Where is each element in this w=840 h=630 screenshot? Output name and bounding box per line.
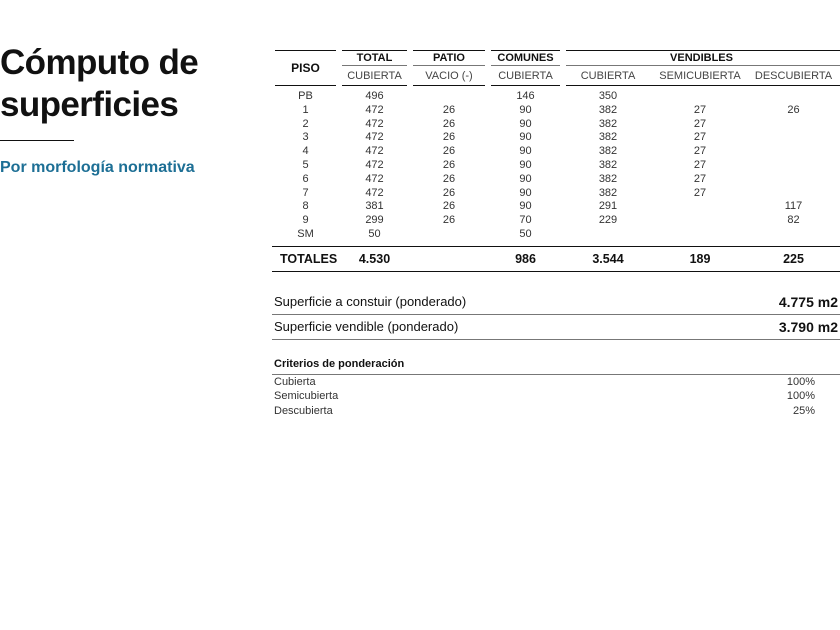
subheader-vendibles-semicubierta: SEMICUBIERTA <box>653 66 747 86</box>
cell-semicubierta: 27 <box>693 172 707 185</box>
table-row <box>272 228 840 246</box>
cell-semicubierta <box>653 214 747 228</box>
cell-total: 496 <box>365 90 384 102</box>
cell-comunes: 90 <box>519 200 532 213</box>
totals-descubierta: 225 <box>747 246 840 272</box>
cell-cubierta: 382 <box>598 186 618 199</box>
summary-value: 4.775 m2 <box>778 293 838 310</box>
table-body <box>272 86 840 246</box>
table-row <box>272 118 840 132</box>
cell-comunes: 90 <box>519 145 532 158</box>
summary-section <box>272 290 840 340</box>
header-comunes: COMUNES <box>488 50 563 66</box>
table-row <box>272 187 840 201</box>
cell-descubierta: 82 <box>787 214 800 227</box>
criteria-value: 100% <box>786 375 815 388</box>
cell-piso: SM <box>297 227 314 240</box>
cell-semicubierta <box>653 200 747 214</box>
title-block <box>0 42 240 177</box>
totals-semicubierta: 189 <box>653 246 747 272</box>
cell-comunes: 90 <box>519 103 532 116</box>
cell-comunes: 90 <box>519 158 532 171</box>
subheader-patio-vacio: VACIO (-) <box>410 66 488 86</box>
table-footer <box>272 246 840 272</box>
cell-comunes: 90 <box>519 186 532 199</box>
cell-patio: 26 <box>442 200 456 213</box>
criteria-label: Semicubierta <box>274 390 339 403</box>
cell-total: 472 <box>365 131 384 144</box>
page-subtitle: Por morfología normativa <box>0 159 195 176</box>
cell-semicubierta: 27 <box>693 103 707 116</box>
cell-patio: 26 <box>442 103 456 116</box>
cell-descubierta: 26 <box>787 103 800 116</box>
table-row <box>272 159 840 173</box>
table-row <box>272 173 840 187</box>
cell-descubierta <box>747 173 840 187</box>
cell-piso: 5 <box>302 158 309 171</box>
cell-total: 472 <box>365 172 384 185</box>
cell-semicubierta: 27 <box>693 145 707 158</box>
cell-total: 381 <box>365 200 384 213</box>
cell-cubierta: 382 <box>598 131 618 144</box>
cell-comunes: 70 <box>519 214 532 227</box>
cell-cubierta <box>563 228 653 246</box>
title-divider <box>0 140 74 141</box>
criteria-value: 100% <box>786 390 815 403</box>
cell-cubierta: 291 <box>598 200 618 213</box>
cell-piso: 9 <box>302 214 309 227</box>
cell-cubierta: 229 <box>598 214 618 227</box>
summary-row-vendible <box>272 315 840 340</box>
totals-total: 4.530 <box>339 246 410 272</box>
criteria-label: Descubierta <box>274 404 333 417</box>
criteria-row <box>272 404 840 419</box>
cell-piso: 2 <box>302 117 309 130</box>
cell-comunes: 50 <box>519 227 532 240</box>
cell-patio: 26 <box>442 131 456 144</box>
cell-comunes: 90 <box>519 131 532 144</box>
cell-semicubierta: 27 <box>693 117 707 130</box>
cell-cubierta: 382 <box>598 103 618 116</box>
table-row <box>272 131 840 145</box>
header-piso: PISO <box>272 50 339 86</box>
summary-label: Superficie a constuir (ponderado) <box>274 294 467 310</box>
content-area <box>272 50 840 418</box>
cell-total: 472 <box>365 117 384 130</box>
page-title-line-2: superficies <box>0 85 179 124</box>
cell-patio: 26 <box>442 172 456 185</box>
cell-piso: 1 <box>302 103 309 116</box>
cell-patio: 26 <box>442 186 456 199</box>
cell-total: 472 <box>365 145 384 158</box>
totals-row <box>272 246 840 272</box>
summary-value: 3.790 m2 <box>778 318 838 335</box>
table-row <box>272 214 840 228</box>
cell-patio: 26 <box>442 158 456 171</box>
cell-patio: 26 <box>442 145 456 158</box>
cell-semicubierta <box>653 86 747 104</box>
summary-label: Superficie vendible (ponderado) <box>274 319 459 335</box>
cell-descubierta <box>747 145 840 159</box>
subheader-total-cubierta: CUBIERTA <box>339 66 410 86</box>
totals-label: TOTALES <box>272 246 339 272</box>
cell-descubierta <box>747 131 840 145</box>
cell-comunes: 90 <box>519 172 532 185</box>
subheader-comunes-cubierta: CUBIERTA <box>488 66 563 86</box>
cell-total: 472 <box>365 103 384 116</box>
cell-total: 472 <box>365 158 384 171</box>
cell-cubierta: 382 <box>598 145 618 158</box>
cell-cubierta: 382 <box>598 158 618 171</box>
criteria-value: 25% <box>792 404 815 417</box>
cell-patio: 26 <box>442 214 456 227</box>
criteria-label: Cubierta <box>274 375 316 388</box>
cell-piso: 7 <box>302 186 309 199</box>
cell-piso: PB <box>298 90 313 102</box>
table-row <box>272 200 840 214</box>
page-title <box>0 42 240 126</box>
cell-descubierta <box>747 86 840 104</box>
cell-descubierta <box>747 118 840 132</box>
cell-descubierta <box>747 187 840 201</box>
criteria-section <box>272 358 840 419</box>
cell-semicubierta <box>653 228 747 246</box>
cell-total: 50 <box>368 227 381 240</box>
cell-descubierta <box>747 159 840 173</box>
header-vendibles: VENDIBLES <box>563 50 840 66</box>
criteria-row <box>272 389 840 404</box>
cell-piso: 6 <box>302 172 309 185</box>
summary-row-construir <box>272 290 840 315</box>
cell-semicubierta: 27 <box>693 186 707 199</box>
criteria-title: Criterios de ponderación <box>272 358 840 375</box>
cell-total: 299 <box>365 214 384 227</box>
cell-descubierta: 117 <box>784 200 803 213</box>
surface-table <box>272 50 840 272</box>
cell-piso: 3 <box>302 131 309 144</box>
criteria-row <box>272 375 840 390</box>
totals-cubierta: 3.544 <box>563 246 653 272</box>
cell-patio <box>410 228 488 246</box>
cell-semicubierta: 27 <box>693 131 707 144</box>
totals-patio <box>410 246 488 272</box>
cell-semicubierta: 27 <box>693 158 707 171</box>
cell-cubierta: 382 <box>598 172 618 185</box>
cell-cubierta: 350 <box>598 90 618 102</box>
cell-comunes: 146 <box>516 90 535 102</box>
cell-comunes: 90 <box>519 117 532 130</box>
table-row <box>272 145 840 159</box>
subheader-vendibles-descubierta: DESCUBIERTA <box>747 66 840 86</box>
table-row <box>272 86 840 104</box>
cell-patio <box>410 86 488 104</box>
subheader-vendibles-cubierta: CUBIERTA <box>563 66 653 86</box>
table-row <box>272 104 840 118</box>
header-total: TOTAL <box>339 50 410 66</box>
cell-total: 472 <box>365 186 384 199</box>
cell-piso: 4 <box>302 145 309 158</box>
cell-descubierta <box>747 228 840 246</box>
cell-cubierta: 382 <box>598 117 618 130</box>
page-title-line-1: Cómputo de <box>0 43 199 82</box>
totals-comunes: 986 <box>488 246 563 272</box>
cell-patio: 26 <box>442 117 456 130</box>
cell-piso: 8 <box>302 200 309 213</box>
header-patio: PATIO <box>410 50 488 66</box>
